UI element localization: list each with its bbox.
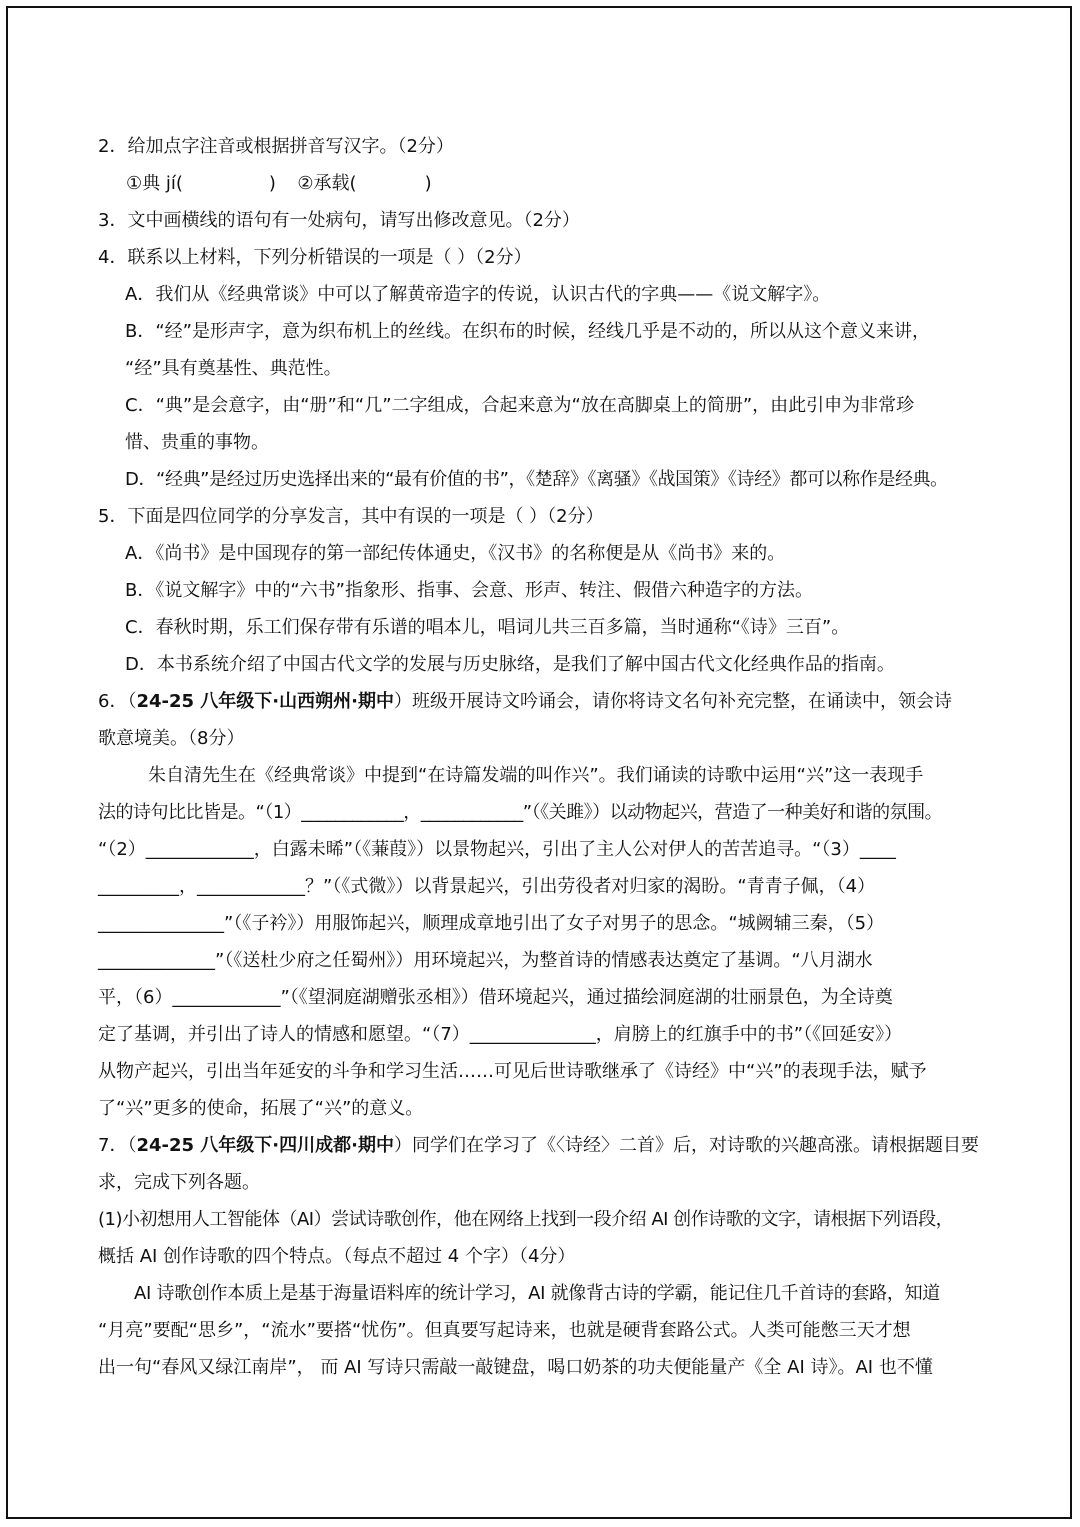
q4-option-c-cont: 惜、贵重的事物。 — [125, 432, 269, 453]
q6-passage-line: ______________”（《子衿》）用服饰起兴，顺理成章地引出了女子对男子的思念。“城阙辅三秦，（5） — [98, 913, 885, 934]
q7-material-line: 出一句“春风又绿江南岸”， 而 AI 写诗只需敲一敲键盘，喝口奶茶的功夫便能量产《全 AI 诗》。AI 也不懂 — [98, 1357, 933, 1378]
q6-passage-line: 法的诗句比比皆是。“（1）____________，____________”（《关雎》）以动物起兴，营造了一种美好和谐的氛围。 — [98, 802, 943, 823]
q6-passage-line: 定了基调，并引出了诗人的情感和愿望。“（7）______________，肩膀上的红旗手中的书”（《回延安》） — [98, 1024, 903, 1045]
q4-option-b-cont: “经”具有奠基性、典范性。 — [125, 358, 342, 379]
q5-option-a: A．《尚书》是中国现存的第一部纪传体通史，《汉书》的名称便是从《尚书》来的。 — [125, 543, 786, 564]
q5-option-c: C．春秋时期，乐工们保存带有乐谱的唱本儿，唱词儿共三百多篇，当时通称“《诗》三百”。 — [125, 617, 850, 638]
q6-passage-line: _____________”（《送杜少府之任蜀州》）用环境起兴，为整首诗的情感表达奠定了基调。“八月湖水 — [98, 950, 873, 971]
q6-source: 24-25 八年级下·山西朔州·期中 — [136, 691, 394, 712]
q6-passage-line: 从物产起兴，引出当年延安的斗争和学习生活……可见后世诗歌继承了《诗经》中“兴”的表现手法，赋予 — [98, 1061, 927, 1082]
q5-option-b: B．《说文解字》中的“六书”指象形、指事、会意、形声、转注、假借六种造字的方法。 — [125, 580, 813, 601]
q7-sub1-stem-cont: 概括 AI 创作诗歌的四个特点。（每点不超过 4 个字）（4分） — [98, 1246, 576, 1267]
q2-item2: ②承载( — [297, 173, 357, 194]
q7-stem-cont: 求，完成下列各题。 — [98, 1172, 260, 1193]
q6-stem: 6．（24-25 八年级下·山西朔州·期中）班级开展诗文吟诵会，请你将诗文名句补充完整，在诵读中，领会诗 — [98, 691, 952, 712]
q6-passage-line: 朱自清先生在《经典常谈》中提到“在诗篇发端的叫作兴”。我们诵读的诗歌中运用“兴”这一表现手 — [148, 765, 924, 786]
q4-stem: 4．联系以上材料，下列分析错误的一项是（ ）（2分） — [98, 247, 532, 268]
q4-option-a: A．我们从《经典常谈》中可以了解黄帝造字的传说，认识古代的字典——《说文解字》。 — [125, 284, 831, 305]
exam-content — [98, 128, 998, 1386]
q7-material-line: AI 诗歌创作本质上是基于海量语料库的统计学习，AI 就像背古诗的学霸，能记住几千首诗的套路，知道 — [134, 1283, 940, 1304]
q7-stem: 7．（24-25 八年级下·四川成都·期中）同学们在学习了《〈诗经〉二首》后，对诗歌的兴趣高涨。请根据题目要 — [98, 1135, 979, 1156]
q5-option-d: D．本书系统介绍了中国古代文学的发展与历史脉络，是我们了解中国古代文化经典作品的指南。 — [125, 654, 895, 675]
q6-stem-cont: 歌意境美。（8分） — [98, 728, 245, 749]
q6-passage-line: 了“兴”更多的使命，拓展了“兴”的意义。 — [98, 1098, 424, 1119]
q4-option-b: B．“经”是形声字，意为织布机上的丝线。在织布的时候，经线几乎是不动的，所以从这个意义来讲， — [125, 321, 930, 342]
q2-stem: 2．给加点字注音或根据拼音写汉字。（2分） — [98, 136, 454, 157]
q2-item1: ①典 jí( — [126, 173, 183, 194]
q7-sub1-stem: (1)小初想用人工智能体（AI）尝试诗歌创作，他在网络上找到一段介绍 AI 创作诗歌的文字，请根据下列语段， — [98, 1209, 954, 1230]
q7-material-line: “月亮”要配“思乡”，“流水”要搭“忧伤”。但真要写起诗来，也就是硬背套路公式。人类可能憋三天才想 — [98, 1320, 911, 1341]
q6-passage-line: “（2）____________，白露未晞”（《蒹葭》）以景物起兴，引出了主人公对伊人的苦苦追寻。“（3）____ — [98, 839, 896, 860]
q4-option-d: D．“经典”是经过历史选择出来的“最有价值的书”，《楚辞》《离骚》《战国策》《诗经》都可以称作是经典。 — [125, 469, 948, 490]
q6-passage-line: _________，____________？”（《式微》）以背景起兴，引出劳役者对归家的渴盼。“青青子佩，（4） — [98, 876, 876, 897]
q2-items: ①典 jí( ) ②承载( ) — [126, 173, 432, 194]
q5-stem: 5．下面是四位同学的分享发言，其中有误的一项是（ ）（2分） — [98, 506, 604, 527]
q3-stem: 3．文中画横线的语句有一处病句，请写出修改意见。（2分） — [98, 210, 580, 231]
q7-source: 24-25 八年级下·四川成都·期中 — [136, 1135, 394, 1156]
q4-option-c: C．“典”是会意字，由“册”和“几”二字组成，合起来意为“放在高脚桌上的简册”，由此引申为非常珍 — [125, 395, 915, 416]
q6-passage-line: 平，（6）____________”（《望洞庭湖赠张丞相》）借环境起兴，通过描绘洞庭湖的壮丽景色，为全诗奠 — [98, 987, 893, 1008]
